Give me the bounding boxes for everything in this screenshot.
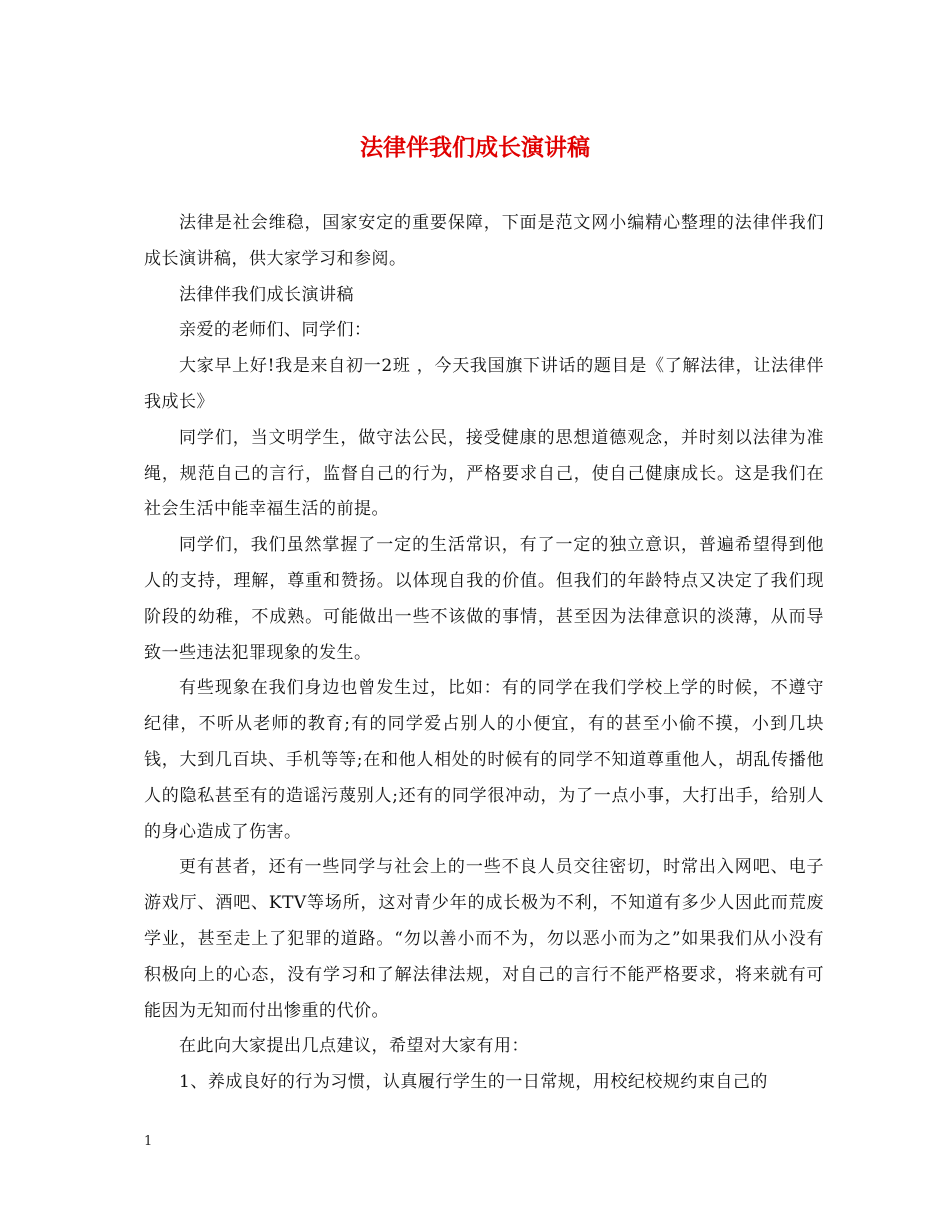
paragraph: 同学们，当文明学生，做守法公民，接受健康的思想道德观念，并时刻以法律为准绳，规范自己的言行，监督自己的行为，严格要求自己，使自己健康成长。这是我们在社会生活中能幸福生活的前提。 xyxy=(144,427,824,520)
page-number: 1 xyxy=(144,1134,153,1149)
document-title: 法律伴我们成长演讲稿 xyxy=(360,134,590,161)
paragraph: 同学们，我们虽然掌握了一定的生活常识，有了一定的独立意识，普遍希望得到他人的支持，理解，尊重和赞扬。以体现自我的价值。但我们的年龄特点又决定了我们现阶段的幼稚，不成熟。可能做出一些不该做的事情，甚至因为法律意识的淡薄，从而导致一些违法犯罪现象的发生。 xyxy=(144,535,824,663)
paragraph-intro: 法律是社会维稳，国家安定的重要保障，下面是范文网小编精心整理的法律伴我们成长演讲稿，供大家学习和参阅。 xyxy=(144,213,824,269)
paragraph-salutation: 亲爱的老师们、同学们： xyxy=(179,320,372,341)
paragraph: 有些现象在我们身边也曾发生过，比如：有的同学在我们学校上学的时候，不遵守纪律，不听从老师的教育;有的同学爱占别人的小便宜，有的甚至小偷不摸，小到几块钱，大到几百块、手机等等;在和他人相处的时候有的同学不知道尊重他人，胡乱传播他人的隐私甚至有的造谣污蔑别人;还有的同学很冲动，为了一点小事，大打出手，给别人的身心造成了伤害。 xyxy=(144,678,824,842)
paragraph-greeting: 大家早上好!我是来自初一2班 ，今天我国旗下讲话的题目是《了解法律，让法律伴我成长》 xyxy=(144,356,824,412)
paragraph: 1、养成良好的行为习惯，认真履行学生的一日常规，用校纪校规约束自己的 xyxy=(179,1072,768,1093)
paragraph: 在此向大家提出几点建议，希望对大家有用： xyxy=(179,1036,529,1057)
document-body xyxy=(144,206,824,1101)
paragraph: 更有甚者，还有一些同学与社会上的一些不良人员交往密切，时常出入网吧、电子游戏厅、酒吧、KTV等场所，这对青少年的成长极为不利，不知道有多少人因此而荒废学业，甚至走上了犯罪的道路。“勿以善小而不为，勿以恶小而为之”如果我们从小没有积极向上的心态，没有学习和了解法律法规，对自己的言行不能严格要求，将来就有可能因为无知而付出惨重的代价。 xyxy=(144,857,824,1021)
paragraph-subtitle: 法律伴我们成长演讲稿 xyxy=(179,284,354,305)
